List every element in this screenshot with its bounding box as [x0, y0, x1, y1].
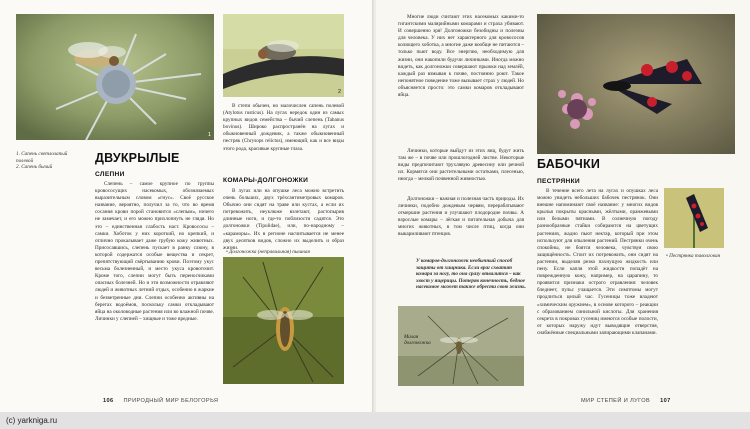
butterfly-column-text-bottom	[537, 250, 721, 392]
photo-label: Малая долгоножка	[404, 334, 431, 347]
photo-captions: 1. Сапень светлолапый полевой 2. Сапень бычий	[16, 151, 68, 171]
burnet-caption: • Пестрянка таволговая	[666, 253, 720, 259]
section-title-crane-flies: КОМАРЫ-ДОЛГОНОЖКИ	[223, 177, 309, 184]
running-head-right: МИР СТЕПЕЙ И ЛУГОВ	[581, 398, 651, 404]
left-column-text	[95, 181, 214, 393]
left-page	[0, 0, 374, 412]
paragraph: В степи обычен, но малочислен сапень полевой (Atylotus rusticus). На лугах нередок один из самых крупных видов семейства – бычий слепень (Tabanus bovinus). Широко распространён на лугах и обыкновенный дождевик, а также обыкновенный пестряк (Chrysops relictus), имеющий, как и все виды этого рода, красивые крупные глаза.	[223, 103, 344, 152]
photo-number-2: 2	[337, 89, 341, 95]
running-head: ПРИРОДНЫЙ МИР БЕЛОГОРЬЯ	[123, 398, 219, 404]
paragraph: Слепень – самое крупное по группы кровососущих насекомых, обозначаемых выразительным словом «гнус». Своё русское название, вероятно, получил за то, что во время сосания крови порой становится «слепым», ничего не замечает, и его можно прихлопнуть не глядя. Но это – единственная слабость наст. Кровососы – самки. Хоботок у них короткий, но крепкий, и отлично прокалывает даже грубую кожу животных. Присосавшись, слепень пускает в ранку слюну, в которой содержатся особые вещества и секрет, препятствующий свёртыванию крови. Поэтому укус весьма болезненный, и место укуса кровоточит. Кроме того, слепни могут быть переносчиками опасных болезней. Но и эти возможности отравляют людей и животных летний отдых, особенно в жаркие и безветренные дни. Слепни особенно активны на берегах водоёмов, поскольку самки откладывают яйца на околоводные растения или во влажной почве. Личинки у слепней – хищные и тоже вредные.	[95, 181, 214, 322]
right-column-body	[223, 188, 344, 251]
paragraph: В течение всего лета на лугах и опушках леса можно увидеть небольших бабочек пестрянок. Они внешне напоминают своё название: у многих видов крылья покрыты красными, жёлтыми, оранжевыми или белыми пятнами. В солнечную погоду разнообразные стайки собираются на цветущих растениях, жадно пьют нектар, который при этом используют для опыления растений. Пестрянки очень спокойны, не боятся человека, чувствуя свою защищённость. Стоит их потревожить, они сидят на растении, выделяя резко пахнущую жидкость или пену. Если капля этой жидкости попадёт на поврежденную кожу, например, на царапину, то проявится признаки острого отравления: человек бледнеет, пульс учащается. Эти симптомы могут продлиться целый час. Гусеницы тоже владеют «химическим оружием», в основе которого – реакции с образованием синильной кислоты. Для хранения секрета в покровах гусениц имеются особые полости, от которых наружу идут выводящие отверстия, снабжённые специальными запирающими клапанами.	[537, 188, 658, 336]
highlight-quote: У комаров-долгоножек необычный способ защиты от хищника. Если враг схватит комара за ногу, то она сразу отвалится – как хвост у ящерицы. Потеряв конечность, бедное насекомое может также обрести свою жизнь.	[416, 258, 526, 291]
left-page-footer	[95, 398, 218, 404]
paragraph: Многие люди считают этих насекомых какими-то гигантскими малярийными комарами и страха убивают. И совершенно зря! Долгоножки безобидны и полезны для человека. У них нет характерного для кровососов колющего хоботка, а многие даже вообще не питаются – только пьют воду. Все энергию, необходимую для жизни, они накопили будучи личинками. Иногда можно видеть, как долгоножки совершают прыжки над землёй, каждый раз взмывая к почве, постоянно роют. Такое непонятное поведение тоже вызывает страх у людей. Но объясняется просто: это самки комаров откладывают яйца.	[398, 14, 524, 99]
crane-fly-caption: • Долгоножка (неправильная) пышная	[226, 249, 310, 255]
page-number: 106	[103, 398, 114, 404]
section-title-burnets: ПЕСТРЯНКИ	[537, 178, 580, 185]
page-number-right: 107	[660, 398, 671, 404]
right-left-column-mid	[398, 148, 524, 194]
butterfly-column-text-top	[537, 188, 658, 336]
right-page	[376, 0, 750, 412]
photo-small-crane-fly	[398, 306, 524, 386]
paragraph: В лугах или на опушке леса можно встретить очень больших, двух трёхсантиметровых комаров. Обычно они сидят на траве или кустах, а если их потревожить, неуклюже взлетают, растопырив длинные ноги, и где-то поблизости садятся. Это долгоножки (Tipulidae), или, по-народному – «карамоpы». Их в регионе насчитывается не менее двух десятков видов, сложно их выделить и образ жизни.	[223, 188, 344, 251]
photo-horsefly-on-hose	[223, 14, 344, 97]
section-title-slepni: СЛЕПНИ	[95, 171, 125, 178]
right-page-footer	[581, 398, 679, 404]
paragraph: Долгоножки – важная и полезная часть природы. Их личинки, подобно дождевым червям, перерабатывают отмершие растения и улучшают плодородие почвы. А взрослые комары – лёгкая и питательная добыча для многих животных, в том числе птиц, когда они выкармливают птенцов.	[398, 196, 524, 238]
watermark-credit: (c) yarkniga.ru	[6, 416, 58, 425]
paragraph: Личинки, которые выйдут из этих яиц, будут жить там же – в почве или прошлогодней листве. Некоторые виды предпочитают трухлявую древесину или речной ил. Кормятся они растительными остатками, плесенью, иногда – мелкой почвенной живностью.	[398, 148, 524, 183]
chapter-title-butterflies: БАБОЧКИ	[537, 157, 601, 171]
right-left-column-top	[398, 14, 524, 146]
chapter-title: ДВУКРЫЛЫЕ	[95, 151, 180, 165]
right-left-column-low	[398, 196, 524, 250]
photo-number-1: 1	[207, 132, 211, 138]
photo-crane-fly	[223, 257, 344, 384]
photo-fly-on-thistle	[16, 14, 214, 140]
right-column-intro	[223, 103, 344, 167]
photo-burnet-moth	[537, 14, 735, 154]
photo-burnet-on-flower	[664, 188, 724, 248]
